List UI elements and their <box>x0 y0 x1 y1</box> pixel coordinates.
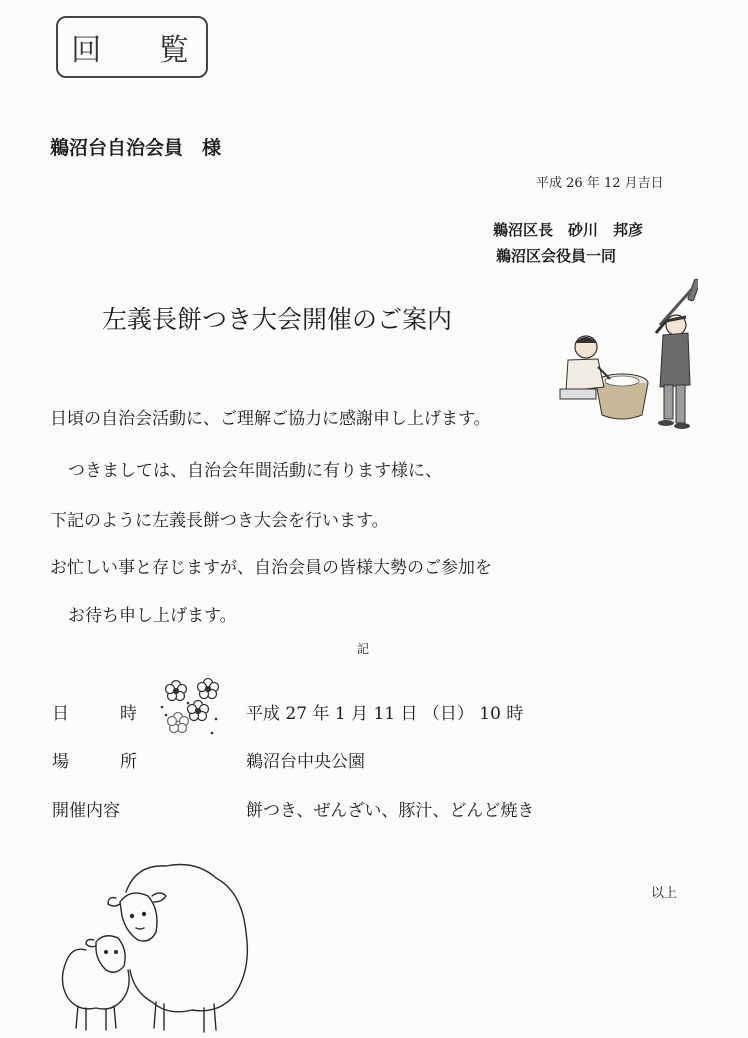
sender-name: 鵜沼区長 砂川 邦彦 <box>493 221 644 239</box>
issue-date: 平成 26 年 12 月吉日 <box>536 176 664 191</box>
circulation-stamp: 回 覧 <box>56 16 208 78</box>
document-title: 左義長餅つき大会開催のご案内 <box>102 305 453 334</box>
addressee: 鵜沼台自治会員 様 <box>50 137 222 159</box>
body-line-5: お待ち申し上げます。 <box>68 606 237 626</box>
body-line-3: 下記のように左義長餅つき大会を行います。 <box>50 511 389 531</box>
body-line-1: 日頃の自治会活動に、ご理解ご協力に感謝申し上げます。 <box>50 409 491 429</box>
plum-blossom-icon <box>158 677 228 739</box>
detail-label-content: 開催内容 <box>52 801 120 821</box>
detail-value-place: 鵜沼台中央公園 <box>246 752 365 772</box>
body-line-4: お忙しい事と存じますが、自治会員の皆様大勢のご参加を <box>50 558 492 578</box>
ki-heading: 記 <box>357 642 370 656</box>
detail-label-datetime: 日 時 <box>52 704 137 724</box>
body-line-2: つきましては、自治会年間活動に有ります様に、 <box>68 461 442 481</box>
detail-value-datetime: 平成 27 年 1 月 11 日 （日） 10 時 <box>246 704 524 724</box>
detail-label-place: 場 所 <box>52 752 137 772</box>
mochitsuki-illustration <box>548 275 698 433</box>
detail-value-content: 餅つき、ぜんざい、豚汁、どんど焼き <box>246 801 535 821</box>
closing-mark: 以上 <box>651 886 678 901</box>
sheep-illustration <box>56 852 256 1038</box>
sender-group: 鵜沼区会役員一同 <box>496 247 617 265</box>
